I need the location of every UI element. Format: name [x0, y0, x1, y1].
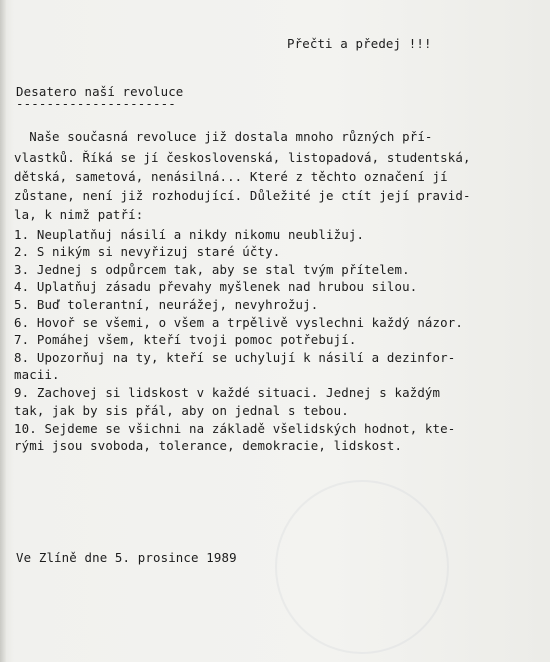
intro-line: Naše současná revoluce již dostala mnoho různých pří-: [14, 129, 433, 144]
intro-line: vlastků. Říká se jí československá, listopadová, studentská,: [14, 150, 471, 165]
intro-line: la, k nimž patří:: [14, 207, 144, 222]
rule-item: tak, jak by sis přál, aby on jednal s tebou.: [14, 403, 349, 418]
faint-stamp-watermark: [275, 480, 449, 654]
signoff: Ve Zlíně dne 5. prosince 1989: [16, 550, 237, 565]
rule-item: 8. Upozorňuj na ty, kteří se uchylují k násilí a dezinfor-: [14, 350, 456, 365]
title-underline: ---------------------: [16, 96, 176, 111]
rule-item: 9. Zachovej si lidskost v každé situaci. Jednej s každým: [14, 385, 441, 400]
rule-item: rými jsou svoboda, tolerance, demokracie, lidskost.: [14, 438, 403, 453]
page-fold-shadow: [0, 0, 6, 662]
rule-item: 4. Uplatňuj zásadu převahy myšlenek nad hrubou silou.: [14, 279, 418, 294]
rule-item: 3. Jednej s odpůrcem tak, aby se stal tvým přítelem.: [14, 262, 410, 277]
rule-item: macii.: [14, 367, 60, 382]
intro-line: dětská, sametová, nenásilná... Které z těchto označení jí: [14, 169, 448, 184]
intro-line: zůstane, není již rozhodující. Důležité je ctít její pravid-: [14, 188, 471, 203]
rule-item: 6. Hovoř se všemi, o všem a trpělivě vyslechni každý názor.: [14, 315, 463, 330]
rule-item: 2. S nikým si nevyřizuj staré účty.: [14, 244, 281, 259]
document-title: Desatero naší revoluce: [16, 84, 184, 99]
rule-item: 5. Buď tolerantní, neurážej, nevyhrožuj.: [14, 297, 319, 312]
rule-item: 1. Neuplatňuj násilí a nikdy nikomu neubližuj.: [14, 227, 365, 242]
rule-item: 10. Sejdeme se všichni na základě všelidských hodnot, kte-: [14, 421, 456, 436]
header-note: Přečti a předej !!!: [287, 36, 432, 51]
rule-item: 7. Pomáhej všem, kteří tvoji pomoc potřebují.: [14, 332, 357, 347]
